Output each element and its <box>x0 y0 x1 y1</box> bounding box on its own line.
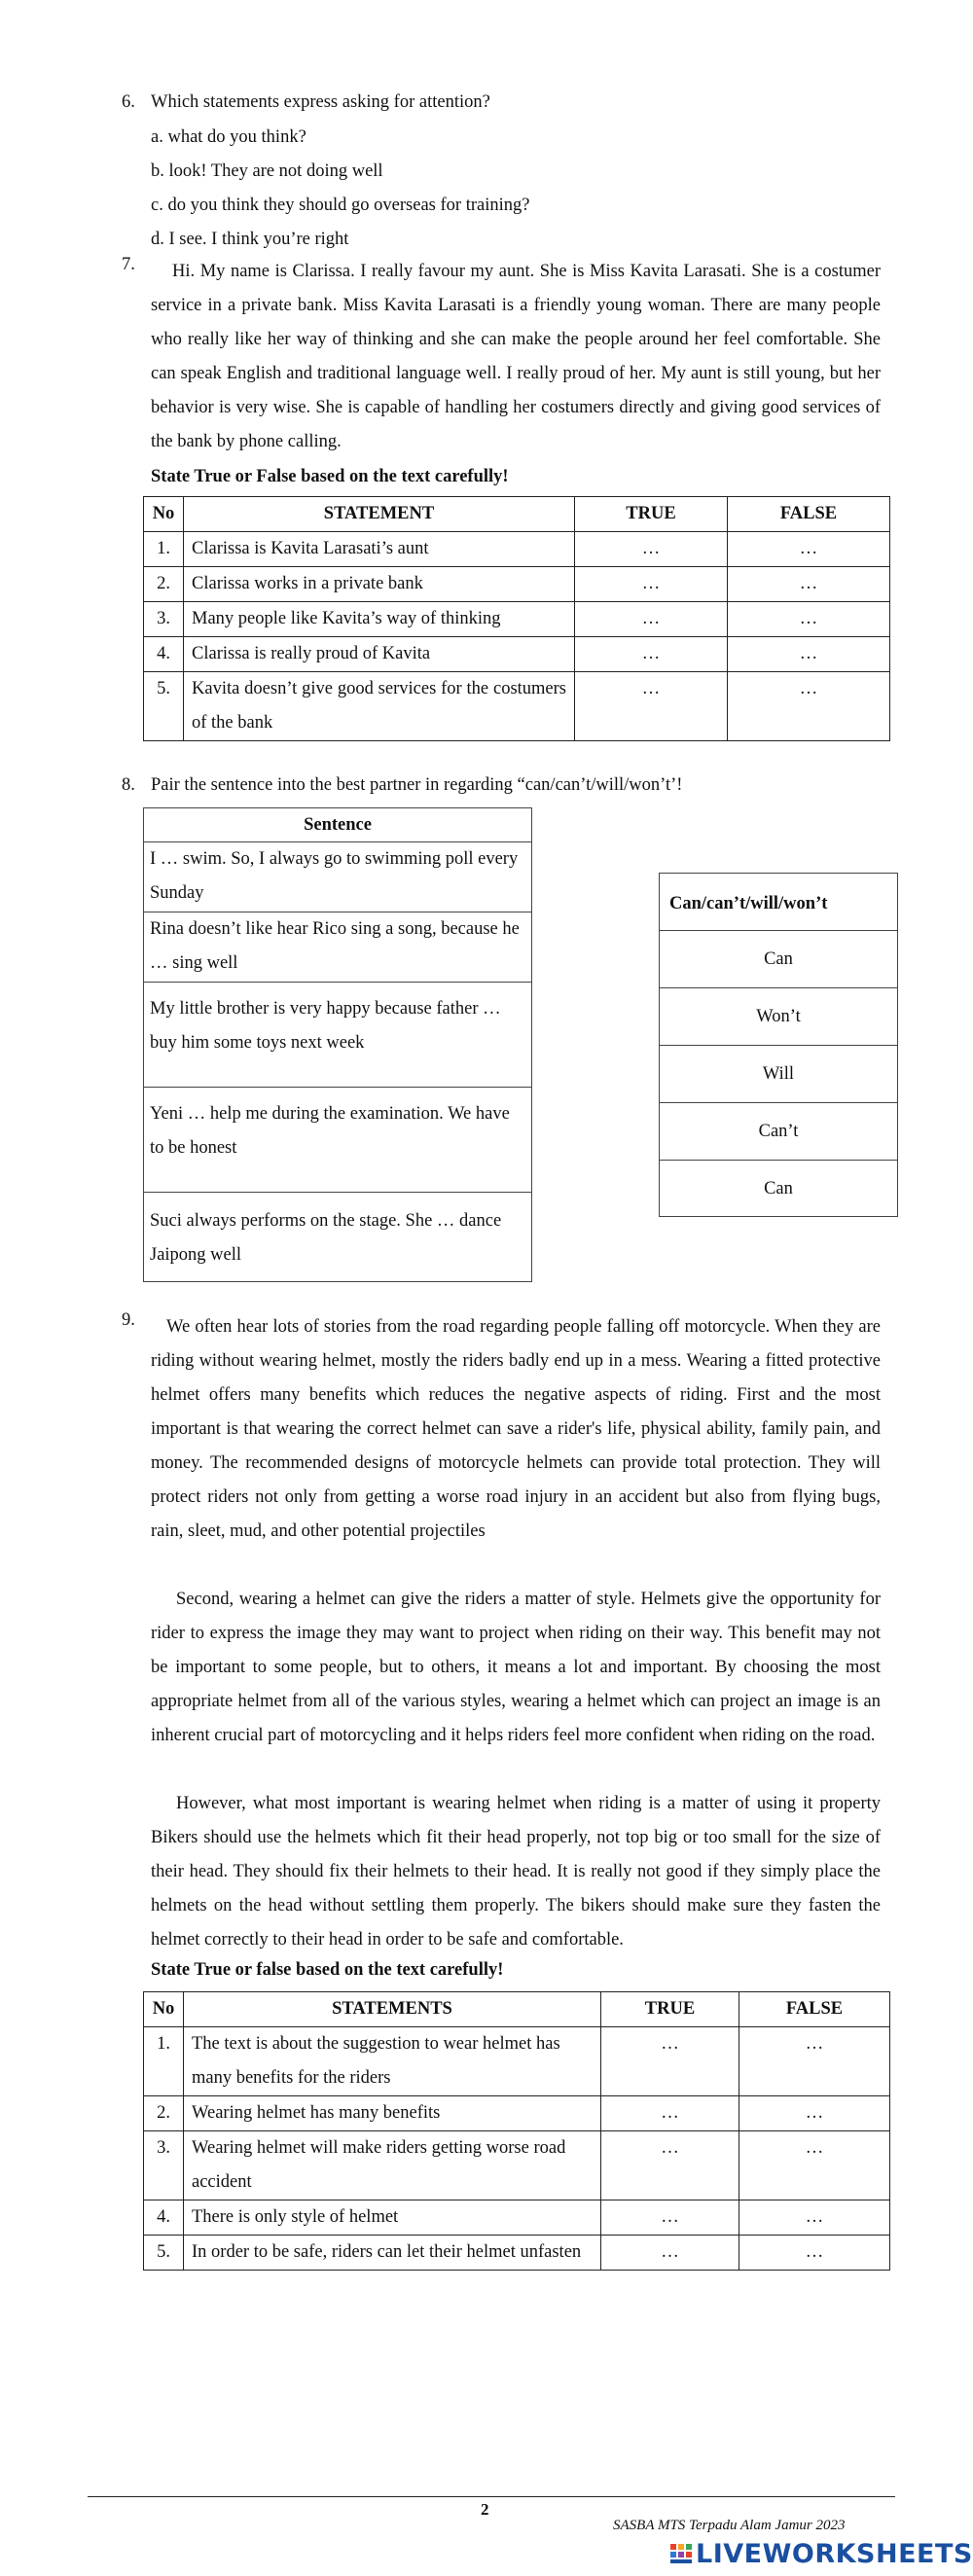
table-row <box>144 672 890 741</box>
table-row <box>144 2131 890 2200</box>
liveworksheets-icon <box>669 2542 693 2565</box>
q9-number: 9. <box>122 1310 135 1330</box>
q9-row-false[interactable]: … <box>739 2096 890 2131</box>
q9-row-no: 1. <box>144 2027 184 2096</box>
q9-row-true[interactable]: … <box>601 2027 739 2096</box>
q9-row-statement: In order to be safe, riders can let their helmet unfasten <box>184 2236 601 2271</box>
q7-row-no: 4. <box>144 637 184 672</box>
q7-row-true[interactable]: … <box>575 532 728 567</box>
table-row <box>144 2027 890 2096</box>
liveworksheets-logo[interactable] <box>669 2539 973 2569</box>
q8-sentence-table <box>143 807 532 1282</box>
q9-row-true[interactable]: … <box>601 2200 739 2236</box>
q7-header-statement: STATEMENT <box>184 497 575 532</box>
q9-instruction: State True or false based on the text carefully! <box>151 1960 504 1980</box>
q7-table <box>143 496 890 741</box>
footer-divider <box>88 2496 895 2497</box>
q9-row-statement: Wearing helmet has many benefits <box>184 2096 601 2131</box>
q7-number: 7. <box>122 255 135 274</box>
q7-row-false[interactable]: … <box>728 602 890 637</box>
q9-row-statement: Wearing helmet will make riders getting worse road accident <box>184 2131 601 2200</box>
q7-row-no: 1. <box>144 532 184 567</box>
q9-row-false[interactable]: … <box>739 2131 890 2200</box>
q7-row-statement: Kavita doesn’t give good services for the costumers of the bank <box>184 672 575 741</box>
q8-question: Pair the sentence into the best partner in regarding “can/can’t/will/won’t’! <box>151 775 683 795</box>
q6-question: Which statements express asking for attention? <box>151 92 490 112</box>
q9-header-no: No <box>144 1992 184 2027</box>
q9-row-true[interactable]: … <box>601 2131 739 2200</box>
q8-choice-2[interactable]: Won’t <box>660 987 897 1045</box>
q7-row-statement: Clarissa works in a private bank <box>184 567 575 602</box>
q8-sentence-3: My little brother is very happy because father … buy him some toys next week <box>144 982 531 1087</box>
liveworksheets-wordmark: LIVEWORKSHEETS <box>696 2539 973 2569</box>
q7-row-no: 2. <box>144 567 184 602</box>
q9-paragraph-2: Second, wearing a helmet can give the riders a matter of style. Helmets give the opportunity for rider to express the image they may want to project when riding on their way. This benefit may not be important to some people, but to others, it means a lot and important. By choosing the most appropriate helmet from all of the various styles, wearing a helmet which can project an image is an inherent crucial part of motorcycling and it helps riders feel more confident when riding on the road. <box>151 1590 881 1745</box>
q7-row-true[interactable]: … <box>575 602 728 637</box>
q9-row-statement: The text is about the suggestion to wear helmet has many benefits for the riders <box>184 2027 601 2096</box>
q9-header-false: FALSE <box>739 1992 890 2027</box>
q7-row-true[interactable]: … <box>575 567 728 602</box>
q7-row-false[interactable]: … <box>728 532 890 567</box>
q7-row-true[interactable]: … <box>575 672 728 741</box>
q8-sentence-4: Yeni … help me during the examination. We have to be honest <box>144 1087 531 1192</box>
q9-row-false[interactable]: … <box>739 2200 890 2236</box>
q6-option-d: d. I see. I think you’re right <box>151 230 349 249</box>
q7-row-false[interactable]: … <box>728 637 890 672</box>
q9-header-true: TRUE <box>601 1992 739 2027</box>
q6-option-c: c. do you think they should go overseas for training? <box>151 196 530 215</box>
q7-row-true[interactable]: … <box>575 637 728 672</box>
q8-choice-table <box>659 873 898 1217</box>
q7-row-statement: Clarissa is Kavita Larasati’s aunt <box>184 532 575 567</box>
q8-choice-4[interactable]: Can’t <box>660 1102 897 1160</box>
q9-row-false[interactable]: … <box>739 2236 890 2271</box>
table-row <box>144 2096 890 2131</box>
table-row <box>144 2236 890 2271</box>
table-row <box>144 567 890 602</box>
q6-option-b: b. look! They are not doing well <box>151 161 383 181</box>
q8-number: 8. <box>122 775 135 795</box>
table-row <box>144 2200 890 2236</box>
table-row <box>144 602 890 637</box>
q8-sentence-header: Sentence <box>304 815 372 835</box>
q7-instruction: State True or False based on the text carefully! <box>151 467 509 486</box>
table-row <box>144 637 890 672</box>
q9-row-no: 2. <box>144 2096 184 2131</box>
q7-row-no: 3. <box>144 602 184 637</box>
q7-row-statement: Many people like Kavita’s way of thinking <box>184 602 575 637</box>
q9-header-statement: STATEMENTS <box>184 1992 601 2027</box>
q7-row-no: 5. <box>144 672 184 741</box>
q9-row-no: 3. <box>144 2131 184 2200</box>
q8-sentence-5: Suci always performs on the stage. She … dance Jaipong well <box>144 1192 531 1281</box>
q7-row-statement: Clarissa is really proud of Kavita <box>184 637 575 672</box>
q6-option-a: a. what do you think? <box>151 127 306 147</box>
q9-row-no: 5. <box>144 2236 184 2271</box>
q9-row-true[interactable]: … <box>601 2236 739 2271</box>
q6-number: 6. <box>122 92 135 112</box>
q7-header-true: TRUE <box>575 497 728 532</box>
q7-row-false[interactable]: … <box>728 567 890 602</box>
footer-school: SASBA MTS Terpadu Alam Jamur 2023 <box>613 2518 846 2533</box>
q9-row-no: 4. <box>144 2200 184 2236</box>
q8-choice-3[interactable]: Will <box>660 1045 897 1102</box>
q7-header-false: FALSE <box>728 497 890 532</box>
q9-row-statement: There is only style of helmet <box>184 2200 601 2236</box>
q8-sentence-1: I … swim. So, I always go to swimming poll every Sunday <box>144 841 531 912</box>
q8-choice-5[interactable]: Can <box>660 1160 897 1216</box>
q8-choice-header: Can/can’t/will/won’t <box>669 894 828 913</box>
q7-header-no: No <box>144 497 184 532</box>
q9-table <box>143 1991 890 2271</box>
q9-row-false[interactable]: … <box>739 2027 890 2096</box>
q9-paragraph-1: We often hear lots of stories from the road regarding people falling off motorcycle. When they are riding without wearing helmet, mostly the riders badly end up in a mess. Wearing a fitted protective helmet offers many benefits which reduces the negative aspects of riding. First and the most important is that wearing the correct helmet can save a rider's life, physical ability, family pain, and money. The recommended designs of motorcycle helmets can provide total protection. They will protect riders not only from getting a worse road injury in an accident but also from flying bugs, rain, sleet, mud, and other potential projectiles <box>151 1317 881 1541</box>
q7-row-false[interactable]: … <box>728 672 890 741</box>
page-number: 2 <box>481 2500 489 2519</box>
q9-row-true[interactable]: … <box>601 2096 739 2131</box>
q7-passage: Hi. My name is Clarissa. I really favour my aunt. She is Miss Kavita Larasati. She is a costumer service in a private bank. Miss Kavita Larasati is a friendly young woman. There are many people who really like her way of thinking and she can make the people around her feel comfortable. She can speak English and traditional language well. I really proud of her. My aunt is still young, but her behavior is very wise. She is capable of handling her costumers directly and giving good services of the bank by phone calling. <box>151 262 881 451</box>
q8-choice-1[interactable]: Can <box>660 930 897 987</box>
q8-sentence-2: Rina doesn’t like hear Rico sing a song, because he … sing well <box>144 912 531 982</box>
table-row <box>144 532 890 567</box>
q9-paragraph-3: However, what most important is wearing helmet when riding is a matter of using it property Bikers should use the helmets which fit their head properly, not top big or too small for the size of their head. They should fix their helmets to their head. It is really not good if they simply place the helmets on the head without settling them properly. The bikers should make sure they fasten the helmet correctly to their head in order to be safe and comfortable. <box>151 1794 881 1950</box>
